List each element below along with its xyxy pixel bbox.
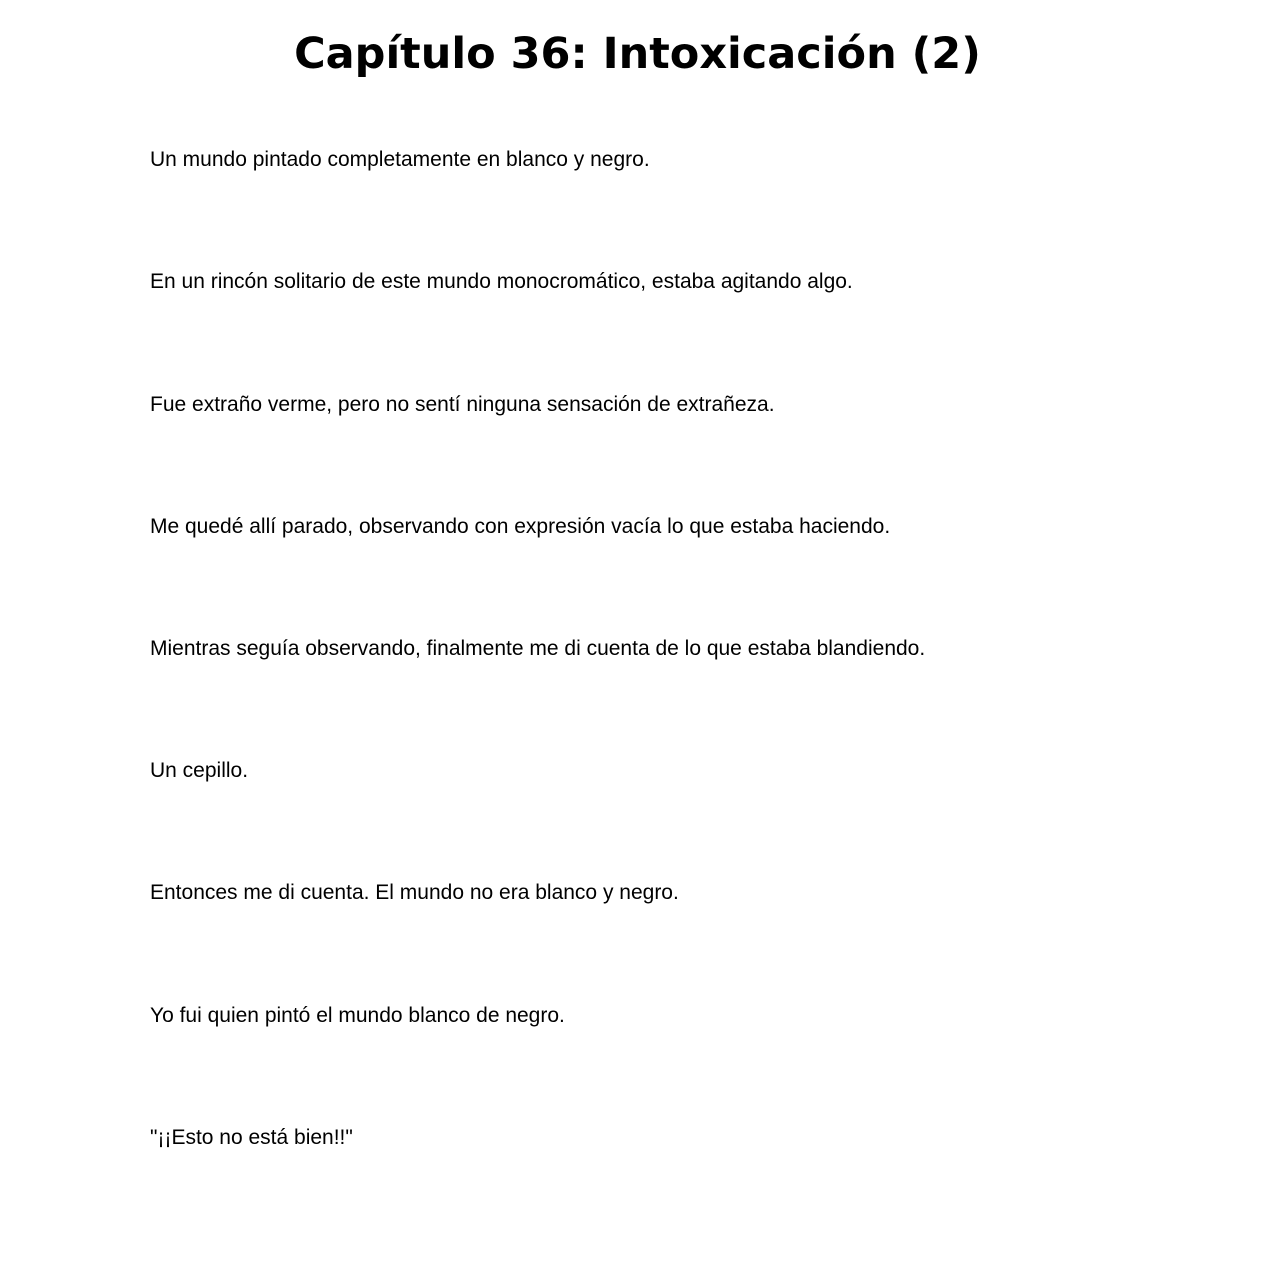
- paragraph-2: En un rincón solitario de este mundo monocromático, estaba agitando algo.: [150, 270, 853, 293]
- paragraph-1: Un mundo pintado completamente en blanco y negro.: [150, 148, 650, 171]
- paragraph-5: Mientras seguía observando, finalmente me di cuenta de lo que estaba blandiendo.: [150, 637, 926, 660]
- paragraph-3: Fue extraño verme, pero no sentí ninguna sensación de extrañeza.: [150, 393, 775, 416]
- paragraph-8: Yo fui quien pintó el mundo blanco de negro.: [150, 1004, 565, 1027]
- paragraph-9: "¡¡Esto no está bien!!": [150, 1126, 353, 1149]
- paragraph-4: Me quedé allí parado, observando con expresión vacía lo que estaba haciendo.: [150, 515, 891, 538]
- paragraph-6: Un cepillo.: [150, 759, 249, 782]
- paragraph-7: Entonces me di cuenta. El mundo no era blanco y negro.: [150, 881, 679, 904]
- chapter-title: Capítulo 36: Intoxicación (2): [294, 29, 981, 79]
